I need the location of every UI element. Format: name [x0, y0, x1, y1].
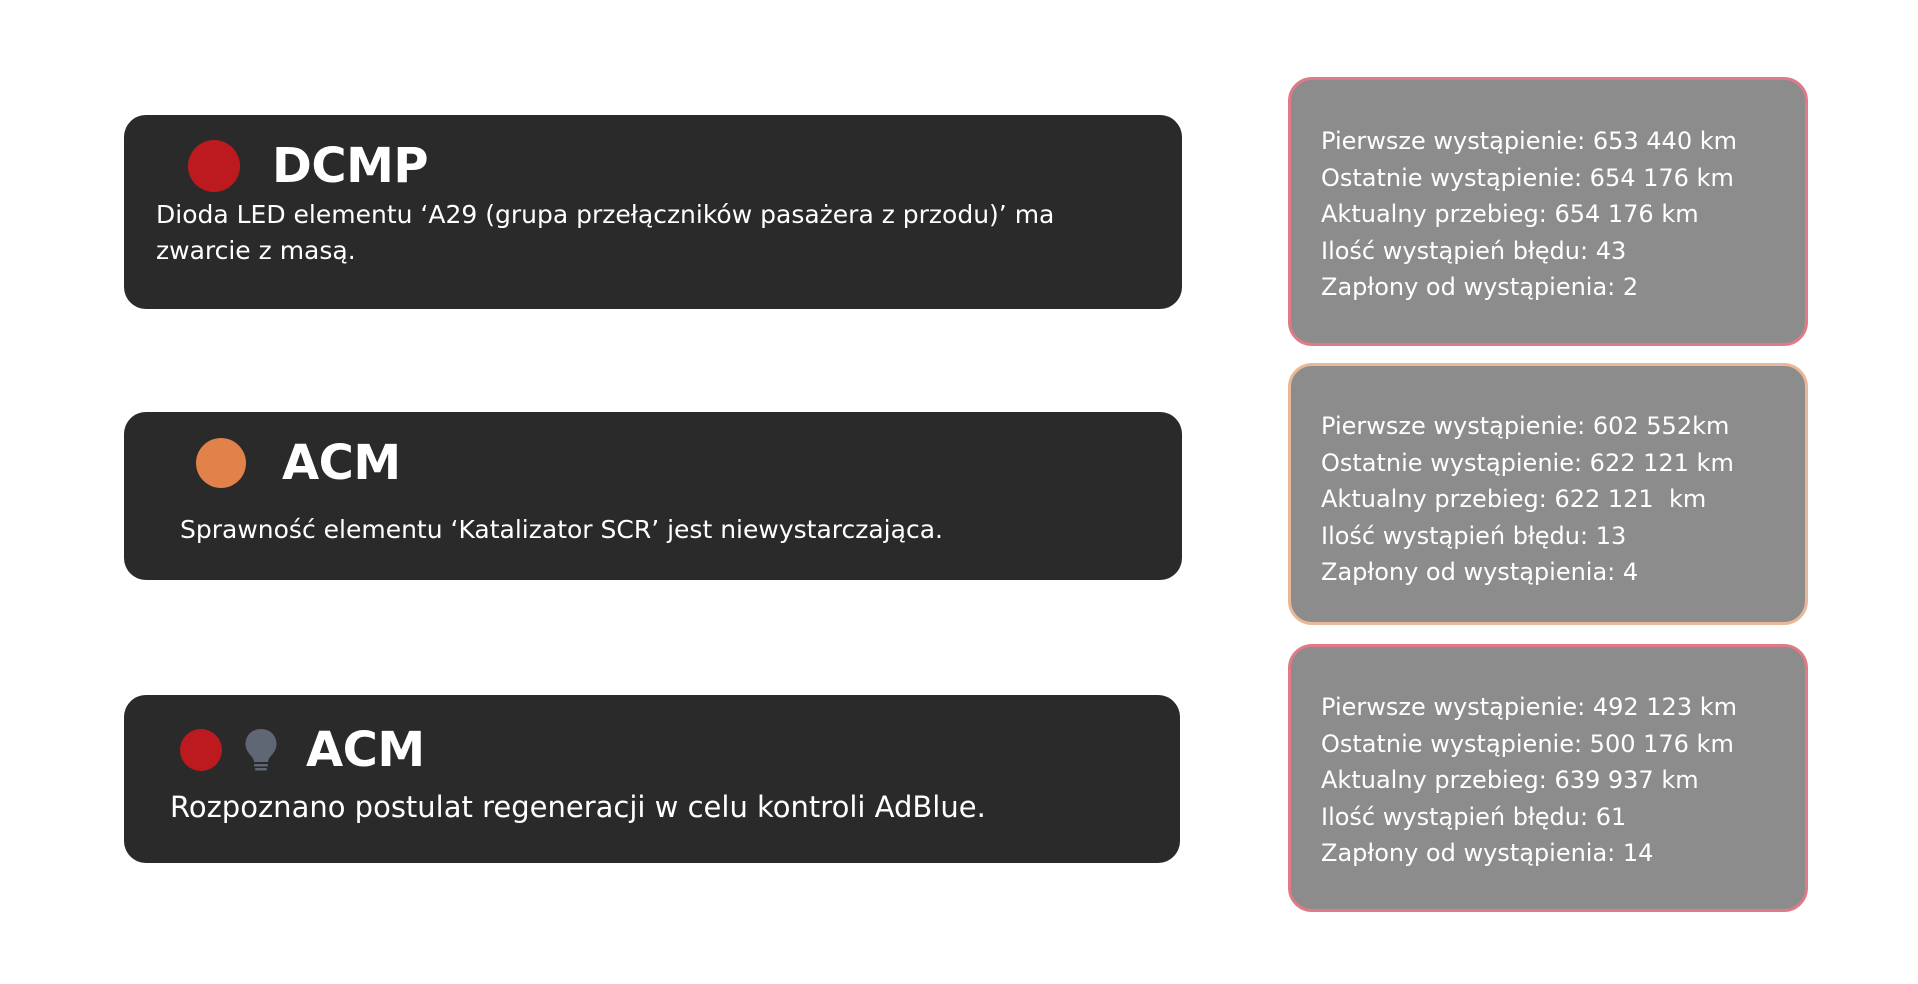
red-dot-icon — [180, 729, 222, 771]
fault-code: ACM — [306, 722, 425, 778]
fault-code: ACM — [282, 435, 401, 491]
first-occurrence: Pierwsze wystąpienie: 492 123 km — [1321, 693, 1738, 721]
fault-card-acm-scr[interactable] — [124, 412, 1182, 580]
last-occurrence: Ostatnie wystąpienie: 654 176 km — [1321, 163, 1734, 192]
fault-description-line: Rozpoznano postulat regeneracji w celu kontroli AdBlue. — [170, 790, 986, 824]
occurrence-info-card-dcmp — [1288, 77, 1808, 346]
fault-description-line: Dioda LED elementu ‘A29 (grupa przełączników pasażera z przodu)’ ma — [156, 200, 1055, 229]
fault-code: DCMP — [272, 138, 429, 194]
fault-header — [180, 719, 425, 781]
current-mileage: Aktualny przebieg: 654 176 km — [1321, 200, 1699, 228]
occurrence-info-card-acm-scr — [1288, 363, 1808, 625]
fault-header — [188, 135, 428, 197]
current-mileage: Aktualny przebieg: 639 937 km — [1321, 766, 1699, 794]
fault-description — [170, 789, 986, 825]
current-mileage: Aktualny przebieg: 622 121 km — [1321, 485, 1707, 513]
red-dot-icon — [188, 140, 240, 192]
fault-card-dcmp[interactable] — [124, 115, 1182, 309]
lightbulb-icon — [244, 728, 278, 772]
ignitions-since: Zapłony od wystąpienia: 2 — [1321, 273, 1639, 301]
fault-card-acm-adblue[interactable] — [124, 695, 1180, 863]
fault-description-line: zwarcie z masą. — [156, 236, 356, 265]
fault-description — [180, 512, 943, 548]
orange-dot-icon — [196, 438, 246, 488]
error-count: Ilość wystąpień błędu: 43 — [1321, 236, 1627, 265]
occurrence-info-card-acm-adblue — [1288, 644, 1808, 912]
first-occurrence: Pierwsze wystąpienie: 602 552km — [1321, 412, 1730, 440]
ignitions-since: Zapłony od wystąpienia: 4 — [1321, 558, 1639, 586]
ignitions-since: Zapłony od wystąpienia: 14 — [1321, 839, 1654, 867]
last-occurrence: Ostatnie wystąpienie: 622 121 km — [1321, 448, 1734, 477]
fault-description — [156, 197, 1054, 269]
first-occurrence: Pierwsze wystąpienie: 653 440 km — [1321, 127, 1738, 155]
error-count: Ilość wystąpień błędu: 13 — [1321, 521, 1627, 550]
fault-description-line: Sprawność elementu ‘Katalizator SCR’ jest niewystarczająca. — [180, 515, 943, 544]
last-occurrence: Ostatnie wystąpienie: 500 176 km — [1321, 729, 1734, 758]
error-count: Ilość wystąpień błędu: 61 — [1321, 802, 1627, 831]
fault-header — [196, 432, 401, 494]
